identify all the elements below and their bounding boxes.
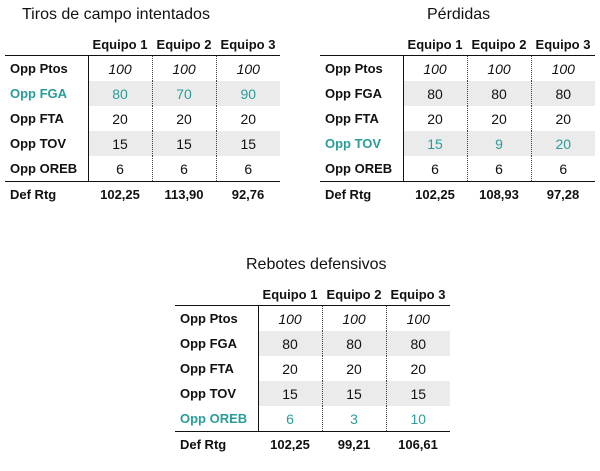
row-label: Opp Ptos — [175, 306, 258, 332]
cell-value: 6 — [258, 406, 322, 432]
total-value: 108,93 — [467, 182, 531, 208]
total-value: 92,76 — [216, 182, 280, 208]
cell-value: 15 — [152, 131, 216, 156]
row-label: Opp OREB — [180, 411, 248, 426]
cell-value: 80 — [322, 331, 386, 356]
table-row — [5, 106, 280, 131]
cell-value: 15 — [322, 381, 386, 406]
row-label: Opp OREB — [325, 161, 393, 176]
cell-value: 90 — [216, 81, 280, 106]
cell-value: 80 — [467, 81, 531, 106]
row-label: Opp FGA — [10, 86, 68, 101]
row-label: Opp OREB — [10, 161, 78, 176]
cell-value: 100 — [386, 306, 450, 332]
cell-value: 6 — [403, 156, 467, 182]
table-title: Rebotes defensivos — [246, 256, 387, 273]
cell-value: 100 — [216, 56, 280, 82]
total-value: 102,25 — [88, 182, 152, 208]
cell-value: 15 — [386, 381, 450, 406]
column-header: Equipo 1 — [407, 36, 463, 52]
cell-value: 6 — [88, 156, 152, 182]
cell-value: 80 — [258, 331, 322, 356]
table-row — [175, 306, 450, 332]
cell-value: 100 — [258, 306, 322, 332]
table-row — [175, 356, 450, 381]
table-row — [175, 406, 450, 432]
cell-value: 100 — [467, 56, 531, 82]
total-value: 99,21 — [322, 432, 386, 458]
column-header: Equipo 1 — [262, 286, 318, 302]
table-title: Tiros de campo intentados — [22, 6, 210, 23]
cell-value: 6 — [152, 156, 216, 182]
total-value: 106,61 — [386, 432, 450, 458]
table-row — [320, 156, 595, 182]
row-label: Opp FTA — [325, 111, 379, 126]
row-label: Opp FGA — [325, 86, 383, 101]
cell-value: 80 — [403, 81, 467, 106]
cell-value: 20 — [258, 356, 322, 381]
total-label: Def Rtg — [5, 182, 88, 208]
total-value: 102,25 — [403, 182, 467, 208]
cell-value: 70 — [152, 81, 216, 106]
total-value: 102,25 — [258, 432, 322, 458]
total-value: 113,90 — [152, 182, 216, 208]
cell-value: 20 — [322, 356, 386, 381]
cell-value: 15 — [403, 131, 467, 156]
column-header: Equipo 3 — [535, 36, 591, 52]
row-label: Opp TOV — [180, 386, 237, 401]
column-header: Equipo 3 — [390, 286, 446, 302]
row-label: Opp Ptos — [320, 56, 403, 82]
table-row — [175, 381, 450, 406]
cell-value: 20 — [467, 106, 531, 131]
row-label: Opp FTA — [10, 111, 64, 126]
cell-value: 20 — [216, 106, 280, 131]
stats-table — [5, 33, 280, 207]
total-value: 97,28 — [531, 182, 595, 208]
cell-value: 100 — [88, 56, 152, 82]
table-title: Pérdidas — [427, 6, 491, 23]
table-row — [320, 81, 595, 106]
table-row — [320, 131, 595, 156]
column-header: Equipo 3 — [220, 36, 276, 52]
table-block-fga — [0, 0, 290, 215]
cell-value: 20 — [531, 131, 595, 156]
cell-value: 15 — [258, 381, 322, 406]
table-row — [175, 331, 450, 356]
cell-value: 80 — [386, 331, 450, 356]
cell-value: 100 — [322, 306, 386, 332]
cell-value: 15 — [88, 131, 152, 156]
total-row — [5, 182, 280, 208]
cell-value: 6 — [531, 156, 595, 182]
column-header: Equipo 2 — [156, 36, 212, 52]
table-row — [320, 106, 595, 131]
total-row — [175, 432, 450, 458]
cell-value: 80 — [531, 81, 595, 106]
cell-value: 6 — [467, 156, 531, 182]
row-label: Opp FTA — [180, 361, 234, 376]
cell-value: 100 — [152, 56, 216, 82]
column-header: Equipo 2 — [471, 36, 527, 52]
stats-table — [175, 283, 450, 457]
cell-value: 20 — [531, 106, 595, 131]
table-row — [5, 131, 280, 156]
column-header: Equipo 2 — [326, 286, 382, 302]
total-label: Def Rtg — [175, 432, 258, 458]
table-block-tov — [315, 0, 600, 215]
table-row — [5, 56, 280, 82]
table-row — [5, 81, 280, 106]
cell-value: 20 — [88, 106, 152, 131]
cell-value: 100 — [531, 56, 595, 82]
row-label: Opp Ptos — [5, 56, 88, 82]
cell-value: 100 — [403, 56, 467, 82]
row-label: Opp TOV — [325, 136, 382, 151]
stats-table — [320, 33, 595, 207]
cell-value: 15 — [216, 131, 280, 156]
cell-value: 6 — [216, 156, 280, 182]
total-row — [320, 182, 595, 208]
cell-value: 9 — [467, 131, 531, 156]
table-block-oreb — [170, 250, 460, 465]
row-label: Opp FGA — [180, 336, 238, 351]
row-label: Opp TOV — [10, 136, 67, 151]
column-header: Equipo 1 — [92, 36, 148, 52]
cell-value: 3 — [322, 406, 386, 432]
cell-value: 80 — [88, 81, 152, 106]
table-row — [5, 156, 280, 182]
cell-value: 20 — [403, 106, 467, 131]
table-row — [320, 56, 595, 82]
cell-value: 20 — [152, 106, 216, 131]
total-label: Def Rtg — [320, 182, 403, 208]
cell-value: 10 — [386, 406, 450, 432]
cell-value: 20 — [386, 356, 450, 381]
